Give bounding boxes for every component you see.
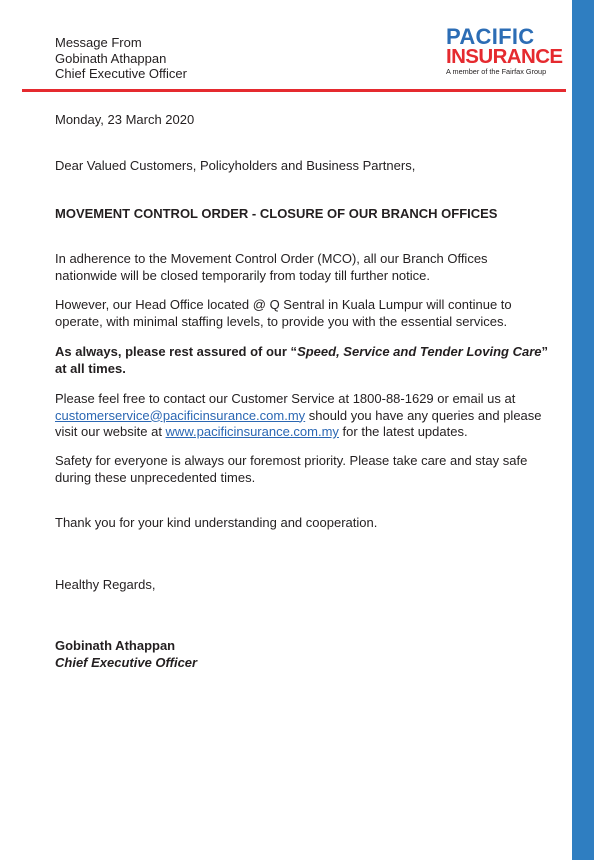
contact-text: should you have any queries and please (305, 407, 542, 423)
paragraph-line: during these unprecedented times. (55, 469, 256, 485)
blue-side-bar (572, 0, 594, 860)
paragraph-line: operate, with minimal staffing levels, to provide you with the essential services. (55, 313, 508, 329)
contact-text: for the latest updates. (338, 424, 468, 439)
paragraph-contact (55, 391, 555, 441)
sender-title: Chief Executive Officer (55, 66, 187, 81)
paragraph-line: at all times. (55, 360, 126, 376)
signature-title: Chief Executive Officer (55, 654, 198, 670)
paragraph-line: Please feel free to contact our Customer Service at 1800-88-1629 or email us at (55, 391, 516, 406)
contact-text: visit our website at (55, 424, 166, 439)
thanks-line: Thank you for your kind understanding and cooperation. (55, 515, 378, 530)
logo-tagline: A member of the Fairfax Group (446, 67, 547, 76)
paragraph-line (55, 344, 555, 361)
paragraph-line: In adherence to the Movement Control Order (MCO), all our Branch Offices (55, 251, 488, 266)
assurance-pre: As always, please rest assured of our “ (55, 344, 298, 359)
email-link[interactable]: customerservice@pacificinsurance.com.my (55, 407, 306, 423)
pacific-insurance-logo (446, 24, 566, 77)
paragraph-head-office (55, 297, 555, 330)
logo-word-insurance: INSURANCE (446, 45, 563, 68)
signature-block (55, 638, 555, 671)
letter-date: Monday, 23 March 2020 (55, 112, 195, 127)
letter-subject: MOVEMENT CONTROL ORDER - CLOSURE OF OUR BRANCH OFFICES (55, 206, 498, 221)
paragraph-line: However, our Head Office located @ Q Sentral in Kuala Lumpur will continue to (55, 297, 512, 312)
salutation: Dear Valued Customers, Policyholders and Business Partners, (55, 158, 416, 173)
paragraph-assurance (55, 344, 555, 377)
logo-word-pacific: PACIFIC (446, 24, 535, 49)
website-link[interactable]: www.pacificinsurance.com.my (165, 424, 339, 439)
paragraph-line (55, 408, 555, 425)
paragraph-line: nationwide will be closed temporarily from today till further notice. (55, 267, 431, 283)
paragraph-branch-closure (55, 251, 555, 284)
assurance-slogan: Speed, Service and Tender Loving Care (297, 344, 542, 359)
paragraph-line (55, 424, 555, 441)
assurance-post: ” (541, 344, 548, 359)
signature-name: Gobinath Athappan (55, 638, 176, 653)
message-from-block (55, 35, 187, 82)
header-divider (22, 89, 566, 92)
paragraph-line: Safety for everyone is always our foremost priority. Please take care and stay safe (55, 453, 528, 468)
sender-name: Gobinath Athappan (55, 50, 167, 66)
paragraph-safety (55, 453, 555, 486)
message-from-label: Message From (55, 35, 142, 50)
closing-line: Healthy Regards, (55, 577, 156, 592)
